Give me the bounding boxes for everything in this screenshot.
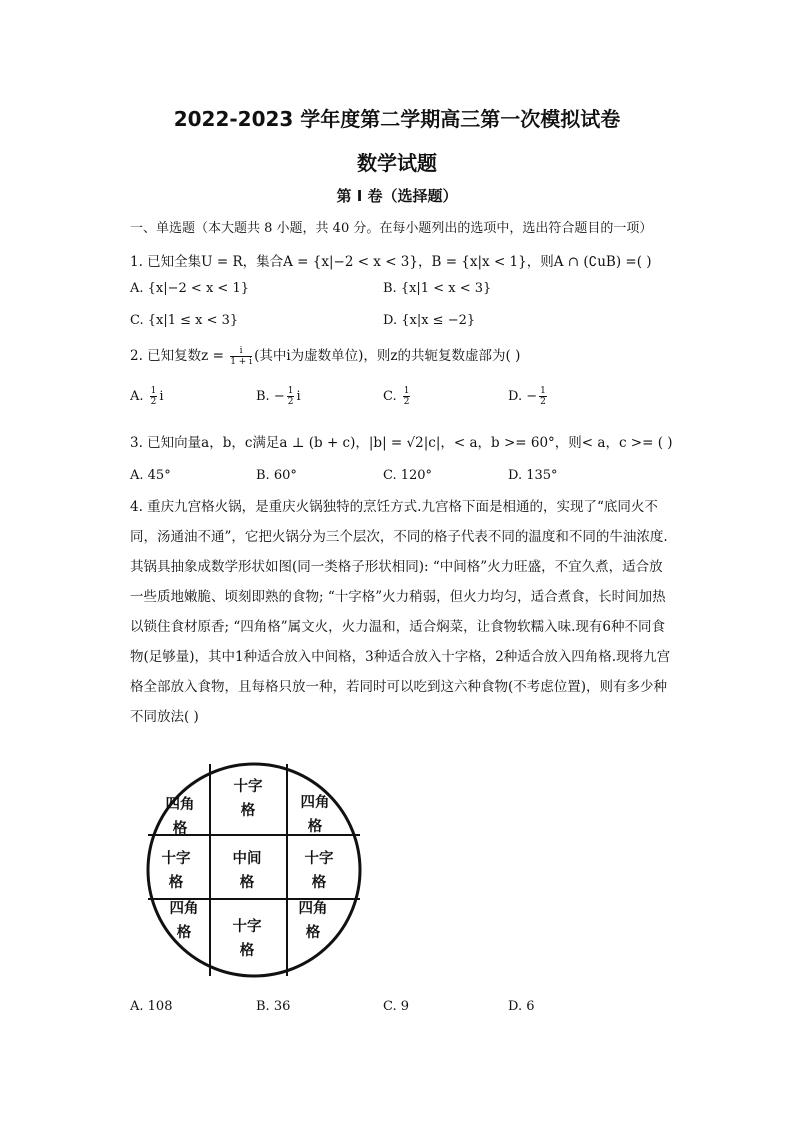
fraction-denominator: 2 — [150, 397, 157, 407]
corner-cell-label: 格 — [305, 925, 321, 941]
section-heading: 一、单选题（本大题共 8 小题，共 40 分。在每小题列出的选项中，选出符合题目的一项） — [130, 221, 653, 236]
fraction-numerator: 1 — [150, 386, 157, 396]
cross-cell-label: 格 — [168, 875, 184, 891]
fraction-numerator: i — [230, 346, 252, 357]
option-fraction — [287, 386, 295, 407]
fraction-denominator: 2 — [540, 397, 546, 407]
question-3-option-a: A. 45° — [130, 468, 171, 483]
option-fraction — [150, 386, 158, 407]
question-1-option-b: B. {x|1 < x < 3} — [383, 281, 492, 296]
cross-cell-label: 格 — [240, 803, 256, 819]
option-suffix: i — [159, 389, 164, 404]
question-1-stem: 1. 已知全集U = R，集合A = {x|−2 < x < 3}，B = {x|x < 1}，则A ∩ (∁uB) =( ) — [130, 254, 652, 270]
question-4-option-a: A. 108 — [130, 999, 173, 1014]
cross-cell-label: 十字 — [233, 779, 263, 795]
option-prefix: C. — [383, 389, 401, 404]
option-prefix: B. − — [256, 389, 285, 404]
question-3-option-d: D. 135° — [508, 468, 558, 483]
question-4-line: 其锅具抽象成数学形状如图(同一类格子形状相同): “中间格”火力旺盛，不宜久煮，适合放 — [130, 559, 663, 575]
fraction-numerator: 1 — [403, 386, 410, 396]
question-4-option-b: B. 36 — [256, 999, 291, 1014]
question-4-option-d: D. 6 — [508, 999, 535, 1014]
cross-cell-label: 十字 — [304, 851, 334, 867]
question-2-stem — [130, 344, 520, 367]
option-suffix: i — [296, 389, 301, 404]
fraction-denominator: 2 — [403, 397, 410, 407]
volume-heading: 第 I 卷（选择题） — [336, 187, 458, 205]
center-cell-label: 中间 — [232, 851, 262, 867]
option-fraction — [539, 386, 547, 407]
question-4-line: 同，汤通油不通”，它把火锅分为三个层次，不同的格子代表不同的温度和不同的牛油浓度. — [130, 529, 668, 545]
question-4-option-c: C. 9 — [383, 999, 410, 1014]
cross-cell-label: 十字 — [161, 851, 191, 867]
corner-cell-label: 四角 — [300, 795, 330, 811]
corner-cell-label: 四角 — [169, 901, 199, 917]
fraction-numerator: 1 — [287, 386, 294, 396]
option-fraction — [403, 386, 411, 407]
option-prefix: D. − — [508, 389, 538, 404]
exam-subtitle: 数学试题 — [357, 151, 437, 175]
question-4-line: 格全部放入食物，且每格只放一种，若同时可以吃到这六种食物(不考虑位置)，则有多少种 — [130, 679, 668, 695]
center-cell-label: 格 — [239, 875, 255, 891]
question-1-option-a: A. {x|−2 < x < 1} — [130, 281, 249, 296]
question-3-option-b: B. 60° — [256, 468, 297, 483]
corner-cell-label: 四角 — [298, 901, 328, 917]
cross-cell-label: 格 — [239, 943, 255, 959]
corner-cell-label: 格 — [307, 819, 323, 835]
fraction-denominator: 2 — [287, 397, 294, 407]
question-3-option-c: C. 120° — [383, 468, 433, 483]
hotpot-grid-diagram — [143, 759, 365, 981]
question-3-stem: 3. 已知向量a，b，c满足a ⊥ (b + c)，|b| = √2|c|，< a，b >= 60°，则< a，c >= ( ) — [130, 435, 673, 451]
question-2-option-d — [508, 386, 549, 407]
corner-cell-label: 格 — [176, 925, 192, 941]
question-4-line: 以锁住食材原香; “四角格”属文火，火力温和，适合焖菜，让食物软糯入味.现有6种不同食 — [130, 619, 666, 635]
option-prefix: A. — [130, 389, 148, 404]
question-2-stem-post: (其中i为虚数单位)，则z的共轭复数虚部为( ) — [254, 348, 521, 364]
question-4-line: 物(足够量)，其中1种适合放入中间格，3种适合放入十字格，2种适合放入四角格.现将九宫 — [130, 649, 671, 665]
question-1-option-d: D. {x|x ≤ −2} — [383, 313, 476, 328]
question-2-option-c — [383, 386, 412, 407]
fraction-numerator: 1 — [540, 386, 546, 396]
question-4-stem — [130, 492, 698, 732]
question-4-line: 一些质地嫩脆、顷刻即熟的食物; “十字格”火力稍弱，但火力均匀，适合煮食，长时间加热 — [130, 589, 666, 605]
exam-title: 2022-2023 学年度第二学期高三第一次模拟试卷 — [173, 107, 621, 131]
question-1-option-c: C. {x|1 ≤ x < 3} — [130, 313, 239, 328]
question-2-option-b — [256, 386, 301, 407]
question-2-fraction — [230, 346, 252, 367]
question-4-line: 不同放法( ) — [130, 709, 199, 725]
corner-cell-label: 格 — [172, 821, 188, 837]
fraction-denominator: 1 + i — [230, 357, 253, 367]
question-2-option-a — [130, 386, 164, 407]
corner-cell-label: 四角 — [165, 797, 195, 813]
question-2-stem-pre: 2. 已知复数z = — [130, 348, 229, 364]
question-4-line: 4. 重庆九宫格火锅，是重庆火锅独特的烹饪方式.九宫格下面是相通的，实现了“底同火不 — [130, 499, 658, 515]
cross-cell-label: 格 — [311, 875, 327, 891]
cross-cell-label: 十字 — [232, 919, 262, 935]
